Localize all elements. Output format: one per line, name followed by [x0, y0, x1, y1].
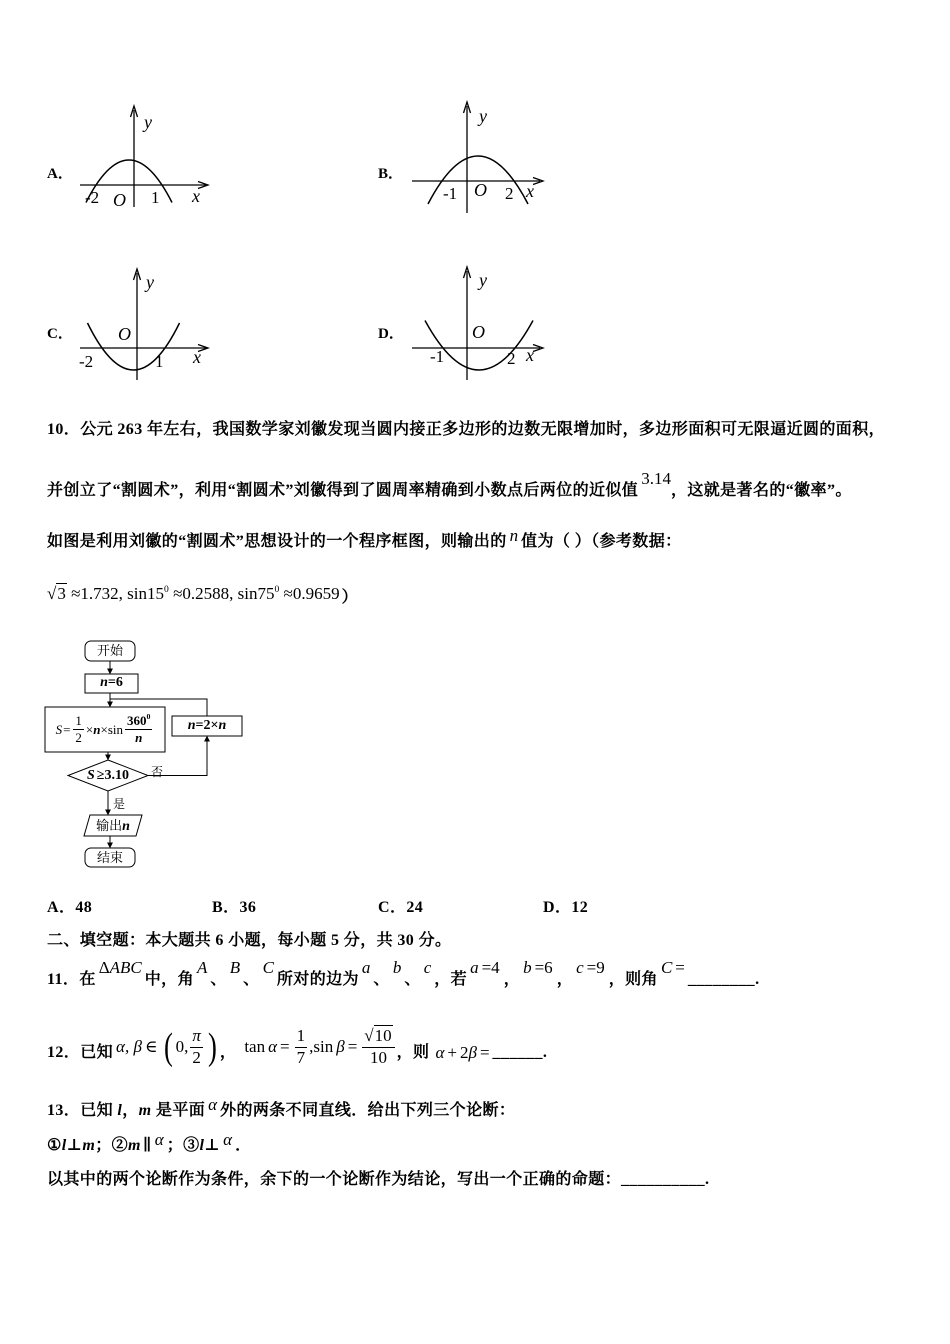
q11-answer-blank: ________.: [687, 971, 760, 988]
q12-pi-over-2: [190, 1027, 203, 1067]
q10-line2-after: ，这就是著名的“徽率”。: [670, 482, 852, 499]
q10-line2: [47, 469, 852, 501]
q12-eq2: =: [347, 1037, 358, 1056]
flow-yes-label: 是: [113, 797, 126, 811]
flow-no-label: 否: [151, 765, 164, 779]
q12-beta: β: [468, 1043, 477, 1062]
pi-approx-value: 3.14: [641, 469, 671, 488]
flow-process-times: ×: [85, 721, 94, 737]
q12-sqrt10-over-10: [362, 1027, 394, 1067]
flow-angle-fraction: [125, 711, 152, 746]
graph-b-y-label: y: [479, 106, 487, 126]
q13-p3-alpha: α: [223, 1130, 233, 1149]
flow-update-rest: =2×: [195, 718, 219, 733]
flow-process-times-sin: ×sin: [100, 721, 124, 737]
q12-zero: 0,: [175, 1037, 189, 1056]
flow-decision-var: S: [87, 768, 95, 783]
graph-d-origin: O: [472, 322, 485, 342]
q13-plane-alpha: α: [208, 1095, 218, 1114]
q12-element-of: ∈: [144, 1037, 158, 1056]
flow-process-eq: =: [63, 721, 71, 737]
graph-option-d-label: D．: [378, 326, 404, 342]
q13-p3-l: l: [199, 1137, 205, 1154]
q11-comma2: ，: [556, 971, 574, 988]
sqrt-sign: √: [47, 584, 57, 603]
graph-d-y-label: y: [479, 270, 487, 290]
flow-decision-rest: ≥3.10: [96, 768, 129, 783]
q11-mid4: ，则角: [608, 971, 658, 988]
ref-part2: ≈0.2588, sin75: [168, 584, 275, 603]
q12-tan-alpha: α: [268, 1037, 278, 1056]
q13-lead: 13．已知: [47, 1102, 118, 1119]
q11-sep1: 、: [210, 971, 227, 988]
q13-sep: ，: [122, 1102, 139, 1119]
q10-line1: 10．公元 263 年左右，我国数学家刘徽发现当圆内接正多边形的边数无限增加时，多边形面积可无限逼近圆的面积，: [47, 421, 886, 438]
q11-sep4: 、: [404, 971, 421, 988]
q11-side-a: a: [361, 958, 371, 977]
graph-c: [80, 269, 208, 380]
graph-c-parabola: [88, 323, 180, 370]
flow-start-label: 开始: [96, 643, 123, 658]
q13-line1: [47, 1095, 516, 1121]
flow-half-fraction: [73, 714, 84, 746]
q12-seven: 7: [296, 1047, 306, 1067]
q11-angle-c-ask: C: [660, 958, 673, 977]
graph-option-c-label: C．: [47, 326, 73, 342]
q13-p3-perp: ⊥: [204, 1137, 221, 1154]
q11-sep3: 、: [373, 971, 390, 988]
q12-line: [47, 1022, 547, 1072]
q13-line-l: l: [117, 1102, 123, 1119]
q12-pi: π: [190, 1027, 203, 1048]
q11-equals: =: [675, 958, 685, 977]
flow-process-s: S: [55, 721, 63, 737]
q10-option-d-value: 12: [571, 899, 589, 916]
q11-line: [47, 958, 760, 990]
q13-p2-m: m: [128, 1137, 141, 1154]
graph-a-right-root: 1: [151, 188, 160, 207]
q11-a-var: a: [470, 958, 479, 977]
graph-a-x-label: x: [192, 186, 200, 206]
graph-option-b-label: B．: [378, 166, 404, 182]
q11-comma1: ，: [503, 971, 521, 988]
q12-comma: ，: [219, 1044, 237, 1061]
q13-line3-text: 以其中的两个论断作为条件，余下的一个论断作为结论，写出一个正确的命题：: [47, 1171, 622, 1188]
q12-left-paren: (: [163, 1026, 173, 1068]
q12-then: ，则: [396, 1044, 430, 1061]
q11-triangle-name: ABC: [109, 958, 142, 977]
ref-degree-15: 0: [164, 583, 169, 595]
q13-p1-l: l: [61, 1137, 67, 1154]
graph-c-x-label: x: [193, 347, 201, 367]
flow-init-var: n: [100, 675, 108, 690]
q13-mid: 是平面: [151, 1102, 206, 1119]
q13-p2-parallel: ∥: [142, 1137, 152, 1154]
q11-mid1: 中，角: [144, 971, 194, 988]
q13-p3: ；③: [166, 1137, 200, 1154]
q10-output-var: n: [509, 526, 519, 545]
q10-option-b: [212, 898, 256, 918]
flow-angle-num: 360: [127, 712, 147, 728]
graph-c-y-label: y: [146, 272, 154, 292]
graph-b-origin: O: [474, 180, 487, 200]
q12-sin: sin: [313, 1037, 334, 1056]
q11-b-value: =6: [534, 958, 553, 977]
graph-options-figure: [0, 95, 950, 395]
q11-angle-b: B: [229, 958, 241, 977]
ref-part3: ≈0.9659: [279, 584, 340, 603]
flow-angle-degree: 0: [146, 711, 151, 721]
q11-a-value: =4: [481, 958, 500, 977]
flow-update-label: [172, 718, 242, 734]
graph-c-left-root: -2: [79, 352, 94, 371]
graph-a-origin: O: [113, 190, 126, 210]
q13-answer-blank: __________.: [621, 1171, 710, 1188]
q10-option-c-value: 24: [406, 899, 424, 916]
q11-angle-a: A: [196, 958, 208, 977]
flow-update-var2: n: [218, 718, 227, 733]
q12-eq1: =: [280, 1037, 290, 1056]
q12-right-paren: ): [207, 1026, 217, 1068]
graph-option-a-label: A．: [47, 166, 73, 182]
graph-b-right-root: 2: [505, 184, 514, 203]
q13-p1: ①: [47, 1137, 62, 1154]
graph-d-right-root: 2: [507, 349, 516, 368]
flow-init-label: [85, 675, 138, 691]
q10-option-d: [543, 898, 588, 918]
q10-option-c-label: C．: [378, 899, 407, 916]
q13-line2-end: ．: [235, 1137, 252, 1154]
q12-alpha-beta: α, β: [116, 1037, 142, 1056]
flow-update-var: n: [187, 718, 196, 733]
q12-coef: 2: [459, 1043, 469, 1062]
q10-option-b-value: 36: [239, 899, 257, 916]
q13-line-m: m: [138, 1102, 152, 1119]
q12-pi-den: 2: [192, 1047, 201, 1067]
flow-end-label: 结束: [96, 850, 123, 865]
q11-lead: 11．在: [47, 971, 96, 988]
q11-sep2: 、: [243, 971, 260, 988]
ref-part1: ≈1.732, sin15: [66, 584, 165, 603]
flow-decision-label: [68, 768, 148, 784]
q10-line3-after: 值为（ ）（参考数据：: [521, 533, 682, 550]
q12-one: 1: [295, 1027, 308, 1048]
q10-line3: [47, 526, 682, 552]
graph-c-right-root: 1: [155, 352, 164, 371]
graph-a-y-label: y: [144, 112, 152, 132]
q11-c-var: c: [576, 958, 584, 977]
ref-close-paren: ）: [341, 589, 359, 606]
graph-a-left-root: -2: [85, 188, 100, 207]
q10-option-a: [47, 898, 92, 918]
flow-output-text: 输出: [96, 818, 123, 833]
q11-c-value: =9: [586, 958, 605, 977]
q12-ten: 10: [369, 1047, 387, 1067]
q12-lead: 12．已知: [47, 1044, 114, 1061]
q11-mid2: 所对的边为: [276, 971, 359, 988]
section2-title: 二、填空题：本大题共 6 小题，每小题 5 分，共 30 分。: [47, 932, 452, 949]
q10-line3-before: 如图是利用刘徽的“割圆术”思想设计的一个程序框图，则输出的: [47, 533, 507, 550]
flow-angle-den: n: [135, 730, 143, 745]
q12-tan: tan: [244, 1037, 266, 1056]
graph-d-left-root: -1: [430, 347, 445, 366]
q10-option-a-value: 48: [75, 899, 93, 916]
flow-output-label: [84, 818, 142, 835]
q12-answer-blank: ______.: [492, 1044, 548, 1061]
flowchart: [0, 630, 260, 880]
q13-line2: [47, 1130, 252, 1156]
q12-sin-beta: β: [336, 1037, 345, 1056]
flow-process-formula: [46, 708, 164, 751]
graph-b-left-root: -1: [443, 184, 458, 203]
q13-p2-alpha: α: [154, 1130, 164, 1149]
q13-p2: ；②: [95, 1137, 129, 1154]
flow-init-rest: =6: [107, 675, 123, 690]
q11-b-var: b: [523, 958, 532, 977]
q10-option-a-label: A．: [47, 899, 76, 916]
q13-rest: 外的两条不同直线．给出下列三个论断：: [220, 1102, 516, 1119]
flow-half-den: 2: [75, 730, 82, 745]
q12-eq3: =: [479, 1043, 490, 1062]
graph-d-x-label: x: [526, 345, 534, 365]
graph-c-origin: O: [118, 324, 131, 344]
q12-one-seventh: [295, 1027, 308, 1067]
q11-angle-c: C: [262, 958, 274, 977]
q12-plus: +: [447, 1043, 457, 1062]
flow-half-num: 1: [73, 714, 84, 730]
q12-alpha: α: [435, 1043, 445, 1062]
graph-b-x-label: x: [526, 181, 534, 201]
q10-option-d-label: D．: [543, 899, 572, 916]
q12-sqrt-radicand: 10: [374, 1025, 392, 1045]
q13-p1-m: m: [82, 1137, 96, 1154]
sqrt-radicand: 3: [57, 584, 66, 603]
q10-option-b-label: B．: [212, 899, 240, 916]
ref-degree-75: 0: [274, 583, 280, 595]
flow-output-var: n: [122, 819, 130, 834]
q13-p1-perp: ⊥: [66, 1137, 83, 1154]
q10-reference-data: [47, 584, 358, 607]
q11-side-b: b: [392, 958, 402, 977]
q10-line2-before: 并创立了“割圆术”，利用“割圆术”刘徽得到了圆周率精确到小数点后两位的近似值: [47, 482, 639, 499]
q12-math-comma: ,: [309, 1037, 314, 1056]
flow-process-n: n: [93, 721, 101, 737]
q11-triangle-symbol: Δ: [98, 958, 110, 977]
q11-side-c: c: [423, 958, 432, 977]
q12-sqrt-sign: √: [364, 1025, 374, 1045]
q13-line3: [47, 1170, 709, 1190]
q10-option-c: [378, 898, 423, 918]
q11-mid3: ，若: [434, 971, 468, 988]
